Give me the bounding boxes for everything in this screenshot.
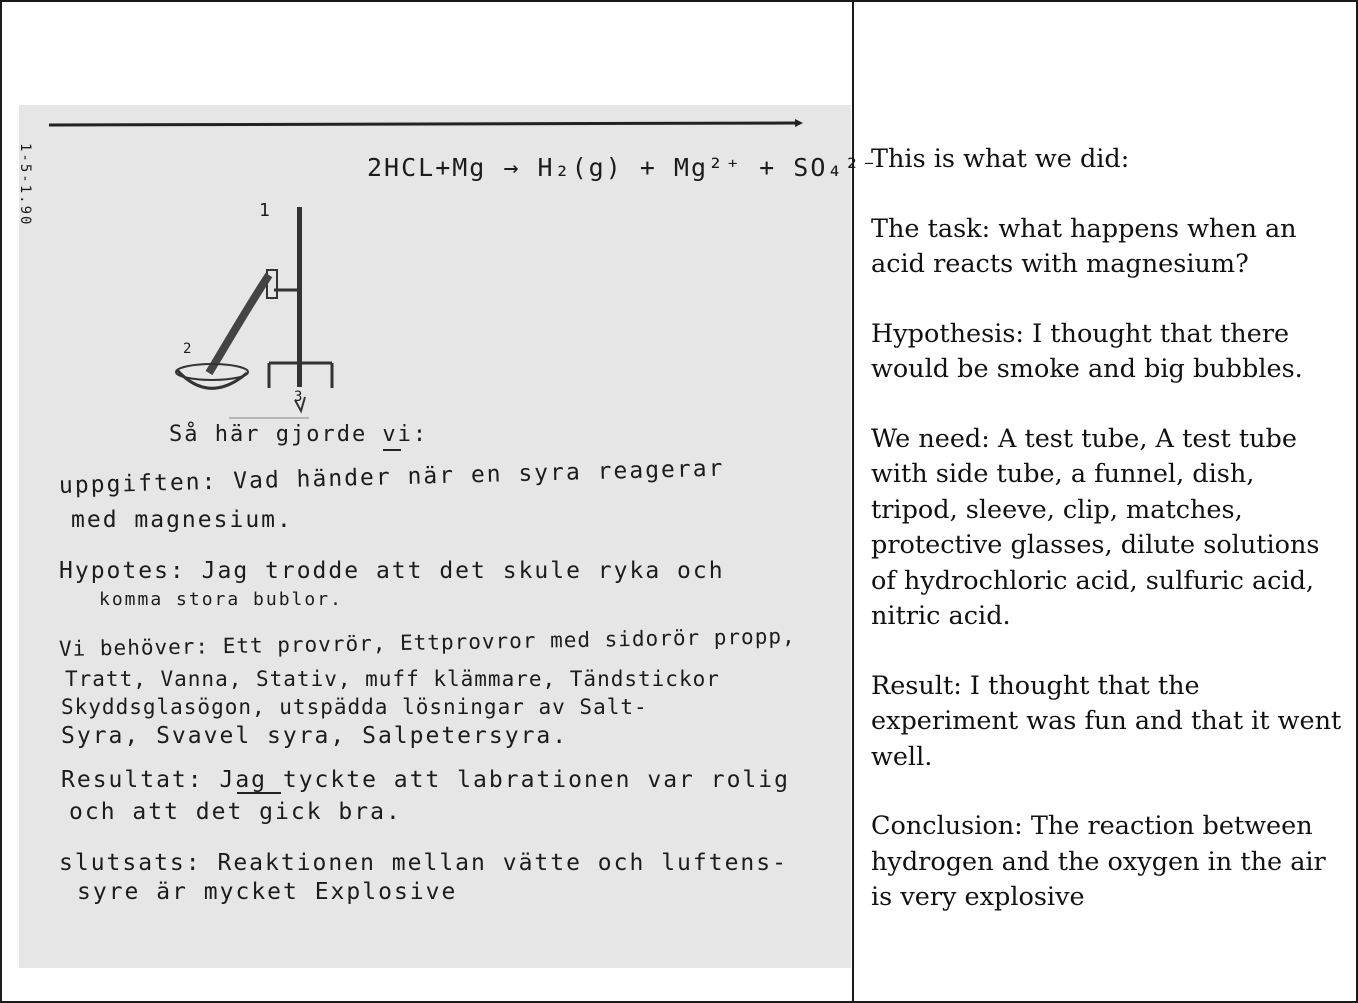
rule-arrow (795, 119, 803, 127)
line-8: Syra, Svavel syra, Salpetersyra. (61, 723, 569, 749)
stand-rod (297, 207, 302, 387)
english-translation (871, 142, 1346, 950)
column-divider (852, 0, 854, 1003)
translation-task: The task: what happens when an acid reacts with magnesium? (871, 213, 1297, 279)
line-4: komma stora bublor. (99, 589, 343, 610)
line-9: Resultat: Jag tyckte att labrationen var rolig (61, 767, 790, 793)
label-1: 1 (259, 200, 272, 221)
margin-mark: 1-5-1.90 (17, 143, 33, 227)
line-1: uppgiften: Vad händer när en syra reagerar (58, 455, 725, 499)
caption: Så här gjorde vi: (169, 422, 429, 447)
line-12: syre är mycket Explosive (77, 879, 458, 905)
line-2: med magnesium. (71, 507, 293, 533)
translation-materials: We need: A test tube, A test tube with side tube, a funnel, dish, tripod, sleeve, clip, matches, protective glasses, dilute solutions of hydrochloric acid, sulfuric acid, nitric acid. (871, 423, 1320, 631)
translation-conclusion: Conclusion: The reaction between hydrogen and the oxygen in the air is very explosive (871, 811, 1326, 912)
top-rule (49, 123, 799, 125)
test-tube (267, 270, 277, 298)
scan-drawing (19, 105, 851, 968)
line-10: och att det gick bra. (69, 799, 402, 825)
line-5: Vi behöver: Ett provrör, Ettprovror med sidorör propp, (58, 624, 796, 661)
line-11: slutsats: Reaktionen mellan vätte och luftens- (59, 850, 788, 876)
translation-result: Result: I thought that the experiment was fun and that it went well. (871, 670, 1342, 772)
equation: 2HCL+Mg → H₂(g) + Mg²⁺ + SO₄²⁻ (367, 153, 879, 182)
line-6: Tratt, Vanna, Stativ, muff klämmare, Tändstickor (65, 667, 720, 691)
translation-hypothesis: Hypothesis: I thought that there would be smoke and big bubbles. (871, 318, 1303, 384)
label-2: 2 (183, 341, 194, 357)
gas-tube (209, 275, 269, 373)
line-3: Hypotes: Jag trodde att det skule ryka och (59, 558, 725, 584)
translation-intro: This is what we did: (871, 144, 1130, 174)
line-7: Skyddsglasögon, utspädda lösningar av Salt- (61, 695, 648, 719)
handwritten-scan (17, 105, 879, 968)
label-3: 3 (294, 389, 305, 405)
